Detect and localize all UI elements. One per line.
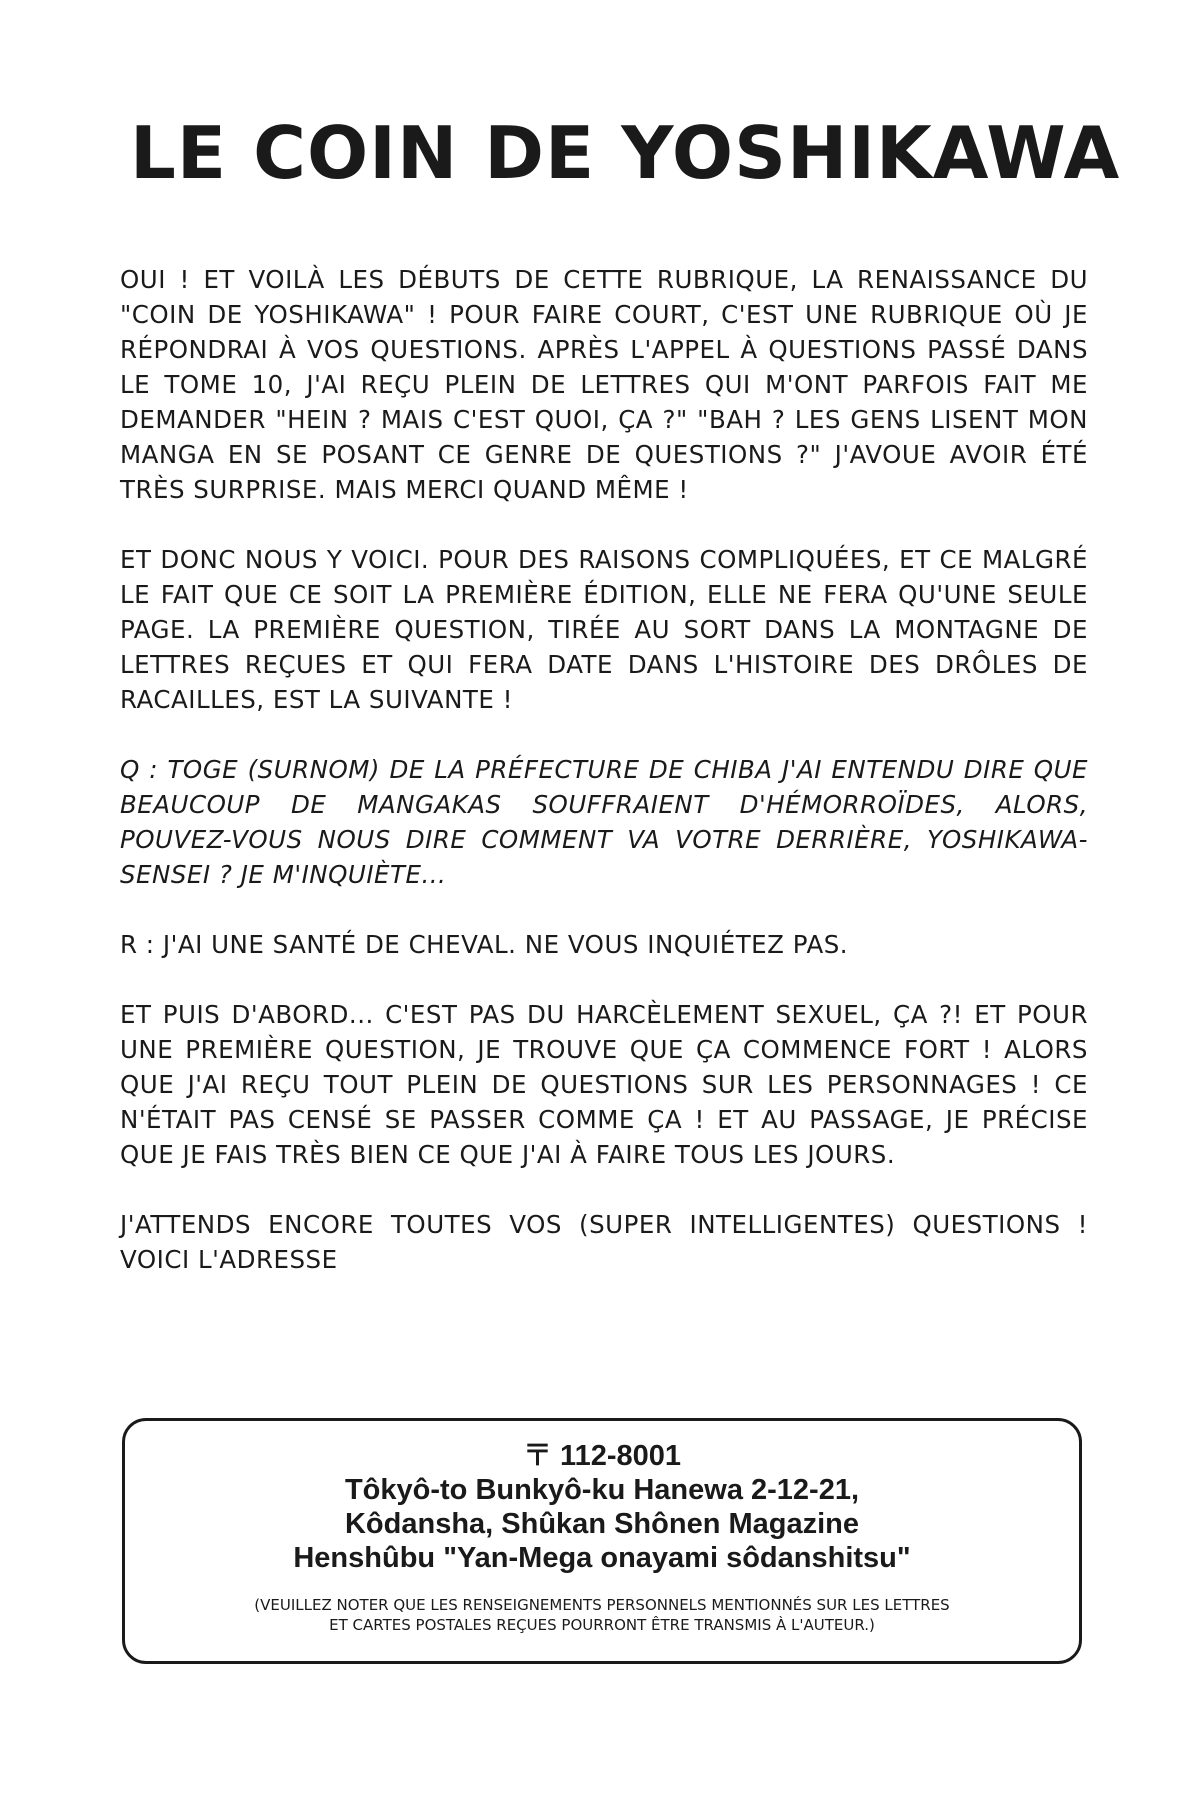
- context-paragraph: ET DONC NOUS Y VOICI. POUR DES RAISONS COMPLIQUÉES, ET CE MALGRÉ LE FAIT QUE CE SOIT LA PREMIÈRE ÉDITION, ELLE NE FERA QU'UNE SEULE PAGE. LA PREMIÈRE QUESTION, TIRÉE AU SORT DANS LA MONTAGNE DE LETTRES REÇUES ET QUI FERA DATE DANS L'HISTOIRE DES DRÔLES DE RACAILLES, EST LA SUIVANTE !: [120, 545, 1088, 714]
- address-line-2: Kôdansha, Shûkan Shônen Magazine: [344, 1508, 859, 1540]
- address-box: [122, 1418, 1082, 1664]
- address-line-1: Tôkyô-to Bunkyô-ku Hanewa 2-12-21,: [344, 1474, 860, 1506]
- privacy-note: [125, 1595, 1079, 1635]
- answer-paragraph: R : J'AI UNE SANTÉ DE CHEVAL. NE VOUS INQUIÉTEZ PAS.: [120, 930, 849, 959]
- postal-code: 〒 112-8001: [522, 1440, 681, 1472]
- page-title: LE COIN DE YOSHIKAWA: [130, 111, 1121, 195]
- closing-paragraph: J'ATTENDS ENCORE TOUTES VOS (SUPER INTELLIGENTES) QUESTIONS ! VOICI L'ADRESSE: [120, 1210, 1088, 1274]
- mailing-address: [125, 1439, 1079, 1575]
- address-line-3: Henshûbu "Yan-Mega onayami sôdanshitsu": [293, 1542, 911, 1574]
- privacy-note-line-2: ET CARTES POSTALES REÇUES POURRONT ÊTRE TRANSMIS À L'AUTEUR.): [329, 1616, 875, 1634]
- article-body: [120, 262, 1088, 1312]
- intro-paragraph: OUI ! ET VOILÀ LES DÉBUTS DE CETTE RUBRIQUE, LA RENAISSANCE DU "COIN DE YOSHIKAWA" ! POUR FAIRE COURT, C'EST UNE RUBRIQUE OÙ JE RÉPONDRAI À VOS QUESTIONS. APRÈS L'APPEL À QUESTIONS PASSÉ DANS LE TOME 10, J'AI REÇU PLEIN DE LETTRES QUI M'ONT PARFOIS FAIT ME DEMANDER "HEIN ? MAIS C'EST QUOI, ÇA ?" "BAH ? LES GENS LISENT MON MANGA EN SE POSANT CE GENRE DE QUESTIONS ?" J'AVOUE AVOIR ÉTÉ TRÈS SURPRISE. MAIS MERCI QUAND MÊME !: [120, 265, 1088, 504]
- question-paragraph: Q : TOGE (SURNOM) DE LA PRÉFECTURE DE CHIBA J'AI ENTENDU DIRE QUE BEAUCOUP DE MANGAKAS SOUFFRAIENT D'HÉMORROÏDES, ALORS, POUVEZ-VOUS NOUS DIRE COMMENT VA VOTRE DERRIÈRE, YOSHIKAWA-SENSEI ? JE M'INQUIÈTE...: [120, 755, 1088, 889]
- comment-paragraph: ET PUIS D'ABORD... C'EST PAS DU HARCÈLEMENT SEXUEL, ÇA ?! ET POUR UNE PREMIÈRE QUESTION, JE TROUVE QUE ÇA COMMENCE FORT ! ALORS QUE J'AI REÇU TOUT PLEIN DE QUESTIONS SUR LES PERSONNAGES ! CE N'ÉTAIT PAS CENSÉ SE PASSER COMME ÇA ! ET AU PASSAGE, JE PRÉCISE QUE JE FAIS TRÈS BIEN CE QUE J'AI À FAIRE TOUS LES JOURS.: [120, 1000, 1088, 1169]
- privacy-note-line-1: (VEUILLEZ NOTER QUE LES RENSEIGNEMENTS PERSONNELS MENTIONNÉS SUR LES LETTRES: [254, 1596, 950, 1614]
